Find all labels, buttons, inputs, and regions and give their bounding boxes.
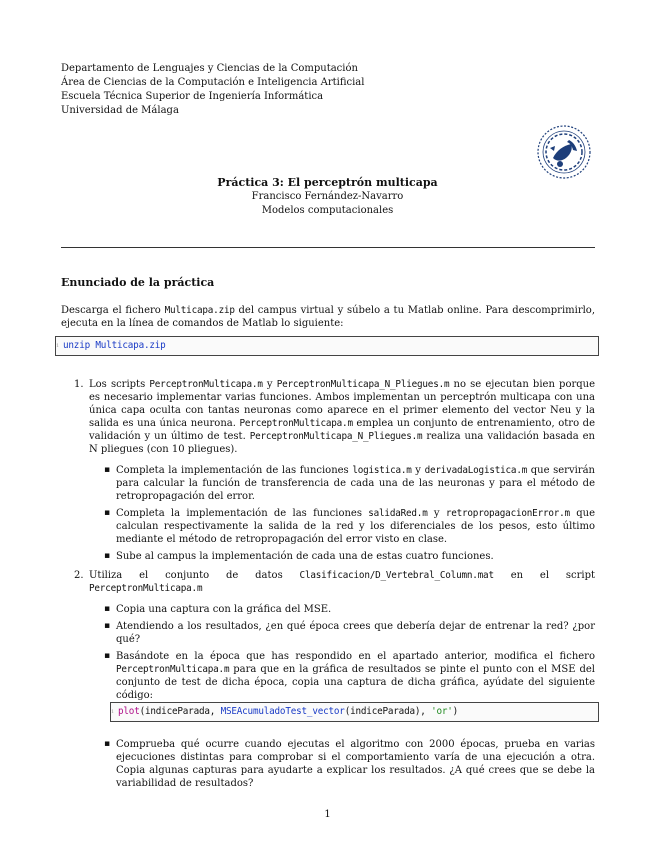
code-block-plot [110,702,599,722]
item-text: que calculan respectivamente la salida de la red y los diferenciales de los pesos, esto último mediante el método de retropropagación del error visto en clase. [116,508,595,545]
item-text: Completa la implementación de las funciones [116,508,369,519]
function-file: retropropagacionError.m [445,508,570,519]
function-file: logistica.m [352,465,412,476]
code-string: 'or' [431,706,453,717]
item-text: y [427,508,446,519]
item-text: Atendiendo a los resultados, ¿en qué época crees que debería dejar de entrenar la red? ¿por qué? [116,621,595,645]
list-item [61,738,595,790]
section-heading: Enunciado de la práctica [61,276,215,289]
script-name: PerceptronMulticapa.m [149,379,263,390]
line-number: 1 [56,343,60,349]
list-item [61,569,595,790]
page-number: 1 [324,809,331,820]
item-text: para que en la gráfica de resultados se pinte el punto con el MSE del conjunto de test de dicha época, copia una captura de dicha gráfica, ayúdate del siguiente código: [116,664,595,701]
code-block-unzip [55,336,599,356]
item-text: realiza una validación basada en N pliegues (con 10 pliegues). [89,431,595,455]
intro-paragraph [61,304,595,330]
university-seal-icon [533,124,595,180]
list-item [61,507,595,546]
item-text: Los scripts [89,379,150,390]
script-name: PerceptronMulticapa.m [239,418,353,429]
header-line: Escuela Técnica Superior de Ingeniería Informática [61,91,324,102]
script-name: PerceptronMulticapa.m [116,664,230,675]
exercise-list [61,378,595,794]
item-text: Comprueba qué ocurre cuando ejecutas el algoritmo con 2000 épocas, prueba en varias ejecuciones distintas para comprobar si el comportamiento varía de una ejecución a otra. Copia algunas capturas para ayudarte a explicar los resultados. ¿A qué crees que se debe la variabilidad de resultados? [116,739,595,789]
course-name: Modelos computacionales [261,205,394,216]
institution-header [61,62,461,118]
author-name: Francisco Fernández-Navarro [251,191,404,202]
horizontal-divider [61,247,595,248]
item-number: 2. [74,570,84,581]
function-file: derivadaLogistica.m [424,465,528,476]
item-text: y [262,379,277,390]
code-text: ) [452,706,459,717]
intro-text: del campus virtual y súbelo a tu Matlab online. Para descomprimirlo, ejecuta en la línea de comandos de Matlab lo siguiente: [61,305,595,329]
document-title-block [160,176,495,218]
code-function: plot [118,706,140,717]
item-text: Completa la implementación de las funciones [116,465,353,476]
header-line: Departamento de Lenguajes y Ciencias de la Computación [61,63,358,74]
script-name: PerceptronMulticapa_N_Pliegues.m [249,431,423,442]
item-text: Utiliza el conjunto de datos [89,570,300,581]
intro-text: Descarga el fichero [61,305,165,316]
code-text: (indiceParada, [139,706,221,717]
list-item [61,620,595,646]
list-item [61,464,595,503]
sub-list [61,464,595,563]
item-text: Sube al campus la implementación de cada una de estas cuatro funciones. [116,551,494,562]
header-line: Área de Ciencias de la Computación e Inteligencia Artificial [61,77,365,88]
item-text: y [411,465,425,476]
zip-filename: Multicapa.zip [164,305,235,316]
item-text: Copia una captura con la gráfica del MSE. [116,604,332,615]
document-title: Práctica 3: El perceptrón multicapa [217,176,438,189]
list-item [61,550,595,563]
header-line: Universidad de Málaga [61,105,179,116]
script-name: PerceptronMulticapa_N_Pliegues.m [276,379,450,390]
item-text: no se ejecutan bien porque es necesario implementar varias funciones. Ambos implementan un perceptrón multicapa con una única capa oculta con tantas neuronas como aparece en el primer elemento del vector Neu y la salida es una única neurona. [89,379,595,429]
item-text: emplea un conjunto de entrenamiento, otro de validación y un último de test. [89,418,595,442]
line-number: 1 [111,709,115,715]
function-file: salidaRed.m [368,508,428,519]
code-line [118,705,458,718]
item-text: que servirán para calcular la función de transferencia de cada una de las neuronas y para el método de retropropagación del error. [116,465,595,502]
list-item [61,378,595,563]
list-item [61,603,595,616]
dataset-path: Clasificacion/D_Vertebral_Column.mat [299,570,494,581]
item-text: en el script [493,570,595,581]
code-variable: MSEAcumuladoTest_vector [220,706,345,717]
code-line [63,339,166,352]
sub-list [61,603,595,790]
script-name: PerceptronMulticapa.m [89,583,203,594]
code-argument: Multicapa.zip [90,340,166,351]
item-number: 1. [74,379,84,390]
item-text: Basándote en la época que has respondido en el apartado anterior, modifica el fichero [116,651,595,662]
list-item [61,650,595,702]
code-text: (indiceParada), [344,706,432,717]
code-command: unzip [63,340,90,351]
